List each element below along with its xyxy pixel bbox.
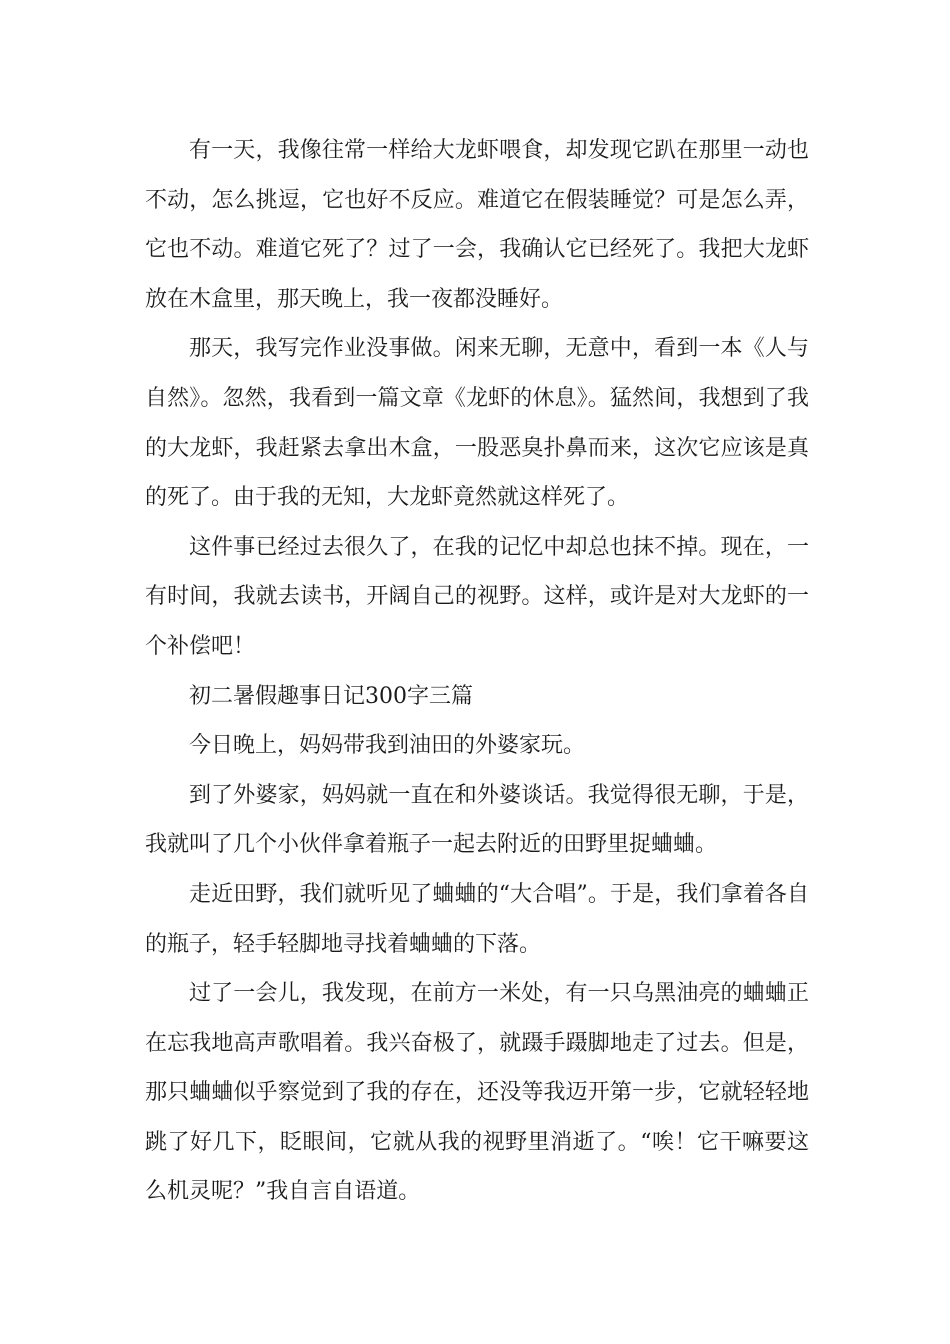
paragraph-reflection: 这件事已经过去很久了，在我的记忆中却总也抹不掉。现在，一有时间，我就去读书，开阔自己的视野。这样，或许是对大龙虾的一个补偿吧！	[145, 534, 809, 659]
paragraph-catch-crickets: 到了外婆家，妈妈就一直在和外婆谈话。我觉得很无聊，于是，我就叫了几个小伙伴拿着瓶子一起去附近的田野里捉蛐蛐。	[145, 782, 809, 858]
paragraph-cricket-escape: 过了一会儿，我发现，在前方一米处，有一只乌黑油亮的蛐蛐正在忘我地高声歌唱着。我兴奋极了，就蹑手蹑脚地走了过去。但是，那只蛐蛐似乎察觉到了我的存在，还没等我迈开第一步，它就轻轻地跳了好几下，眨眼间，它就从我的视野里消逝了。“唉！它干嘛要这么机灵呢？”我自言自语道。	[145, 981, 809, 1205]
paragraph-field-chorus: 走近田野，我们就听见了蛐蛐的“大合唱”。于是，我们拿着各自的瓶子，轻手轻脚地寻找着蛐蛐的下落。	[145, 881, 809, 957]
document-body	[145, 126, 809, 1217]
paragraph-dead-lobster: 有一天，我像往常一样给大龙虾喂食，却发现它趴在那里一动也不动，怎么挑逗，它也好不反应。难道它在假装睡觉？可是怎么弄，它也不动。难道它死了？过了一会，我确认它已经死了。我把大龙虾放在木盒里，那天晚上，我一夜都没睡好。	[145, 138, 809, 312]
paragraph-grandma-visit: 今日晚上，妈妈带我到油田的外婆家玩。	[189, 733, 586, 759]
section-title: 初二暑假趣事日记300字三篇	[189, 683, 473, 709]
paragraph-reading-article: 那天，我写完作业没事做。闲来无聊，无意中，看到一本《人与自然》。忽然，我看到一篇文章《龙虾的休息》。猛然间，我想到了我的大龙虾，我赶紧去拿出木盒，一股恶臭扑鼻而来，这次它应该是真的死了。由于我的无知，大龙虾竟然就这样死了。	[145, 336, 809, 511]
